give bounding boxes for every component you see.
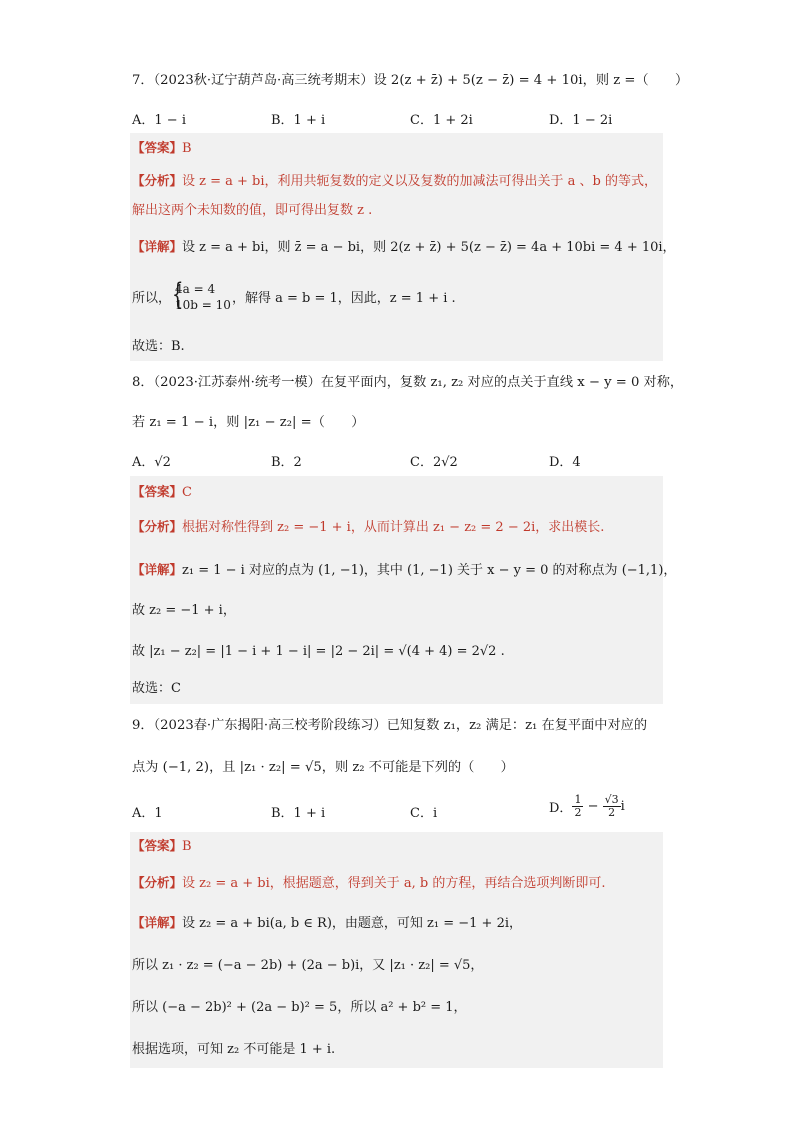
answer-line-8: 【答案】C (132, 484, 192, 500)
answer-line-9: 【答案】B (132, 838, 192, 854)
detail-line-9b: 所以 z₁ · z₂ = (−a − 2b) + (2a − b)i，又 |z₁ · z₂| = √5， (132, 958, 484, 973)
detail-line-7b: 所以， (132, 291, 172, 306)
answer-line-7: 【答案】B (132, 140, 192, 156)
choose-line-7: 故选：B. (132, 339, 185, 354)
detail-line-9c: 所以 (−a − 2b)² + (2a − b)² = 5，所以 a² + b² = 1， (132, 1000, 467, 1015)
option-b: B．2 (271, 455, 302, 470)
question-8-stem-2: 若 z₁ = 1 − i，则 |z₁ − z₂| =（ ） (132, 415, 365, 430)
option-d: D．1 − 2i (549, 113, 613, 128)
option-a: A．1 (132, 806, 163, 821)
option-b: B．1 + i (271, 113, 326, 128)
detail-line-8a: 【详解】z₁ = 1 − i 对应的点为 (1, −1)，其中 (1, −1) 关于 x − y = 0 的对称点为 (−1,1)， (132, 562, 677, 578)
question-7-options (132, 109, 662, 127)
analysis-line-7a: 【分析】设 z = a + bi，利用共轭复数的定义以及复数的加减法可得出关于 a 、b 的等式， (132, 173, 658, 189)
option-b: B．1 + i (271, 806, 326, 821)
detail-line-8b: 故 z₂ = −1 + i， (132, 603, 236, 618)
option-a: A．√2 (132, 455, 171, 470)
detail-line-9a: 【详解】设 z₂ = a + bi(a, b ∈ R)，由题意，可知 z₁ = −1 + 2i， (132, 915, 523, 931)
system-brace: { (172, 277, 184, 312)
detail-line-9d: 根据选项，可知 z₂ 不可能是 1 + i. (132, 1042, 336, 1057)
choose-line-8: 故选：C (132, 681, 181, 696)
analysis-line-9: 【分析】设 z₂ = a + bi，根据题意，得到关于 a, b 的方程，再结合选项判断即可. (132, 875, 606, 891)
option-c: C．2√2 (410, 455, 458, 470)
detail-line-7c: ，解得 a = b = 1，因此，z = 1 + i . (232, 291, 456, 306)
option-a: A．1 − i (132, 113, 186, 128)
question-9-stem-2: 点为 (−1, 2)，且 |z₁ · z₂| = √5，则 z₂ 不可能是下列的（ ） (132, 760, 514, 775)
detail-line-8c: 故 |z₁ − z₂| = |1 − i + 1 − i| = |2 − 2i| = √(4 + 4) = 2√2 . (132, 644, 505, 659)
question-8-options (132, 451, 662, 469)
option-c: C．i (410, 806, 438, 821)
solution-box-8 (130, 476, 677, 704)
analysis-line-7b: 解出这两个未知数的值，即可得出复数 z . (132, 203, 373, 218)
detail-line-7a: 【详解】设 z = a + bi，则 z̄ = a − bi，则 2(z + z̄) + 5(z − z̄) = 4a + 10bi = 4 + 10i， (132, 239, 676, 255)
question-7-stem: 7．（2023秋·辽宁葫芦岛·高三统考期末）设 2(z + z̄) + 5(z − z̄) = 4 + 10i，则 z =（ ） (132, 73, 689, 88)
option-d: D． $\frac{1}{2}$ − $\frac{√3}{2}$ i (549, 793, 625, 819)
analysis-line-8: 【分析】根据对称性得到 z₂ = −1 + i，从而计算出 z₁ − z₂ = 2 − 2i，求出模长. (132, 519, 605, 535)
question-9-stem-1: 9．（2023春·广东揭阳·高三校考阶段练习）已知复数 z₁，z₂ 满足：z₁ 在复平面中对应的 (132, 718, 648, 733)
question-8-stem-1: 8．（2023·江苏泰州·统考一模）在复平面内，复数 z₁, z₂ 对应的点关于直线 x − y = 0 对称， (132, 375, 684, 390)
question-9-options (132, 793, 662, 830)
solution-box-9 (130, 832, 663, 1068)
equation-system: 4a = 4 10b = 10 (175, 282, 231, 312)
option-d: D．4 (549, 455, 581, 470)
option-c: C．1 + 2i (410, 113, 473, 128)
